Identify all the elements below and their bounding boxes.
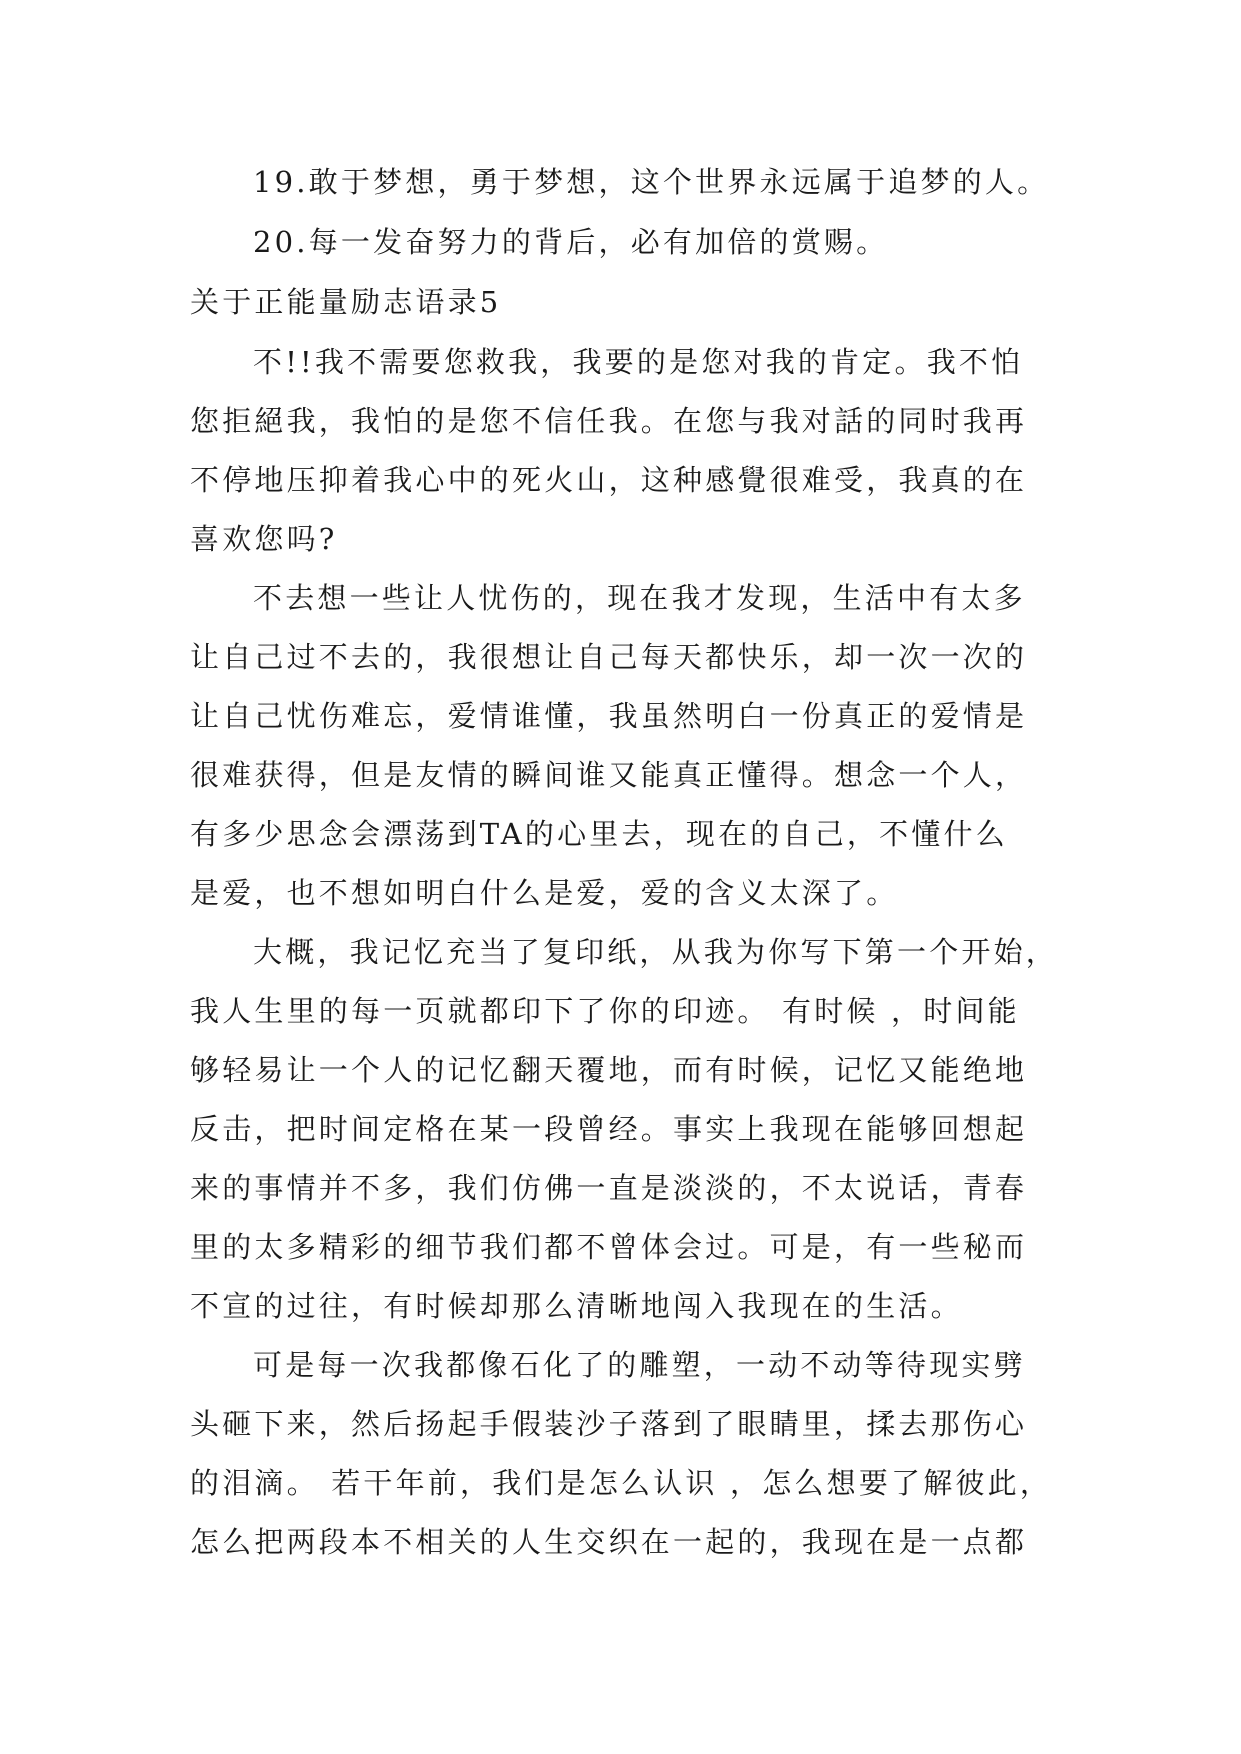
paragraph-1-line-1: 不!!我不需要您救我，我要的是您对我的肯定。我不怕 (253, 345, 1024, 379)
paragraph-2-line-4: 很难获得，但是友情的瞬间谁又能真正懂得。想念一个人， (190, 758, 1028, 792)
paragraph-2-line-1: 不去想一些让人忧伤的，现在我才发现，生活中有太多 (253, 581, 1026, 615)
paragraph-3-line-6: 里的太多精彩的细节我们都不曾体会过。可是，有一些秘而 (190, 1230, 1028, 1264)
paragraph-4-line-2: 头砸下来，然后扬起手假装沙子落到了眼睛里，揉去那伤心 (190, 1407, 1028, 1441)
paragraph-3-line-7: 不宣的过往，有时候却那么清晰地闯入我现在的生活。 (190, 1289, 963, 1323)
paragraph-4-line-4: 怎么把两段本不相关的人生交织在一起的，我现在是一点都 (190, 1525, 1028, 1559)
paragraph-1-line-4: 喜欢您吗? (190, 522, 338, 556)
paragraph-2-line-2: 让自己过不去的，我很想让自己每天都快乐，却一次一次的 (190, 640, 1028, 674)
section-heading: 关于正能量励志语录5 (190, 285, 502, 319)
paragraph-3-line-2: 我人生里的每一页就都印下了你的印迹。 有时候 ，时间能 (190, 994, 1020, 1028)
paragraph-2-line-3: 让自己忧伤难忘，爱情谁懂，我虽然明白一份真正的爱情是 (190, 699, 1028, 733)
paragraph-4-line-3: 的泪滴。 若干年前，我们是怎么认识 ，怎么想要了解彼此， (190, 1466, 1053, 1500)
paragraph-2-line-6: 是爱，也不想如明白什么是爱，爱的含义太深了。 (190, 876, 899, 910)
paragraph-3-line-4: 反击，把时间定格在某一段曾经。事实上我现在能够回想起 (190, 1112, 1028, 1146)
list-item-19: 19.敢于梦想，勇于梦想，这个世界永远属于追梦的人。 (253, 165, 1050, 199)
paragraph-2-line-5: 有多少思念会漂荡到TA的心里去，现在的自己，不懂什么 (190, 817, 1008, 851)
paragraph-3-line-3: 够轻易让一个人的记忆翻天覆地，而有时候，记忆又能绝地 (190, 1053, 1028, 1087)
list-item-20: 20.每一发奋努力的背后，必有加倍的赏赐。 (253, 225, 889, 259)
paragraph-1-line-2: 您拒絕我，我怕的是您不信任我。在您与我对話的同时我再 (190, 404, 1028, 438)
paragraph-1-line-3: 不停地压抑着我心中的死火山，这种感覺很难受，我真的在 (190, 463, 1028, 497)
paragraph-3-line-5: 来的事情并不多，我们仿佛一直是淡淡的，不太说话，青春 (190, 1171, 1028, 1205)
paragraph-4-line-1: 可是每一次我都像石化了的雕塑，一动不动等待现实劈 (253, 1348, 1026, 1382)
paragraph-3-line-1: 大概，我记忆充当了复印纸，从我为你写下第一个开始， (253, 935, 1059, 969)
